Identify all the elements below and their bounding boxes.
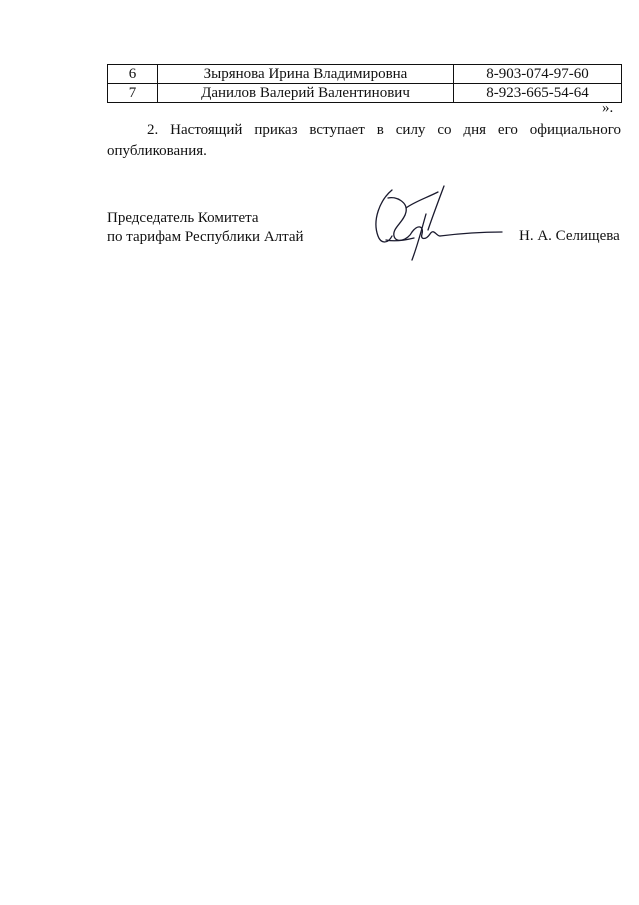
row-name: Данилов Валерий Валентинович [158, 84, 454, 103]
order-paragraph [107, 120, 621, 162]
table-row [108, 65, 622, 84]
row-phone: 8-903-074-97-60 [454, 65, 622, 84]
paragraph-line-2: опубликования. [107, 143, 207, 159]
signatory-title [107, 209, 304, 247]
table-row [108, 84, 622, 103]
signatory-name: Н. А. Селищева [519, 228, 620, 244]
row-name: Зырянова Ирина Владимировна [158, 65, 454, 84]
row-number: 6 [108, 65, 158, 84]
signatory-title-line-2: по тарифам Республики Алтай [107, 229, 304, 245]
handwritten-signature [366, 178, 506, 268]
signatory-title-line-1: Председатель Комитета [107, 210, 259, 226]
contact-table [107, 64, 622, 103]
paragraph-line-1: 2. Настоящий приказ вступает в силу со дня его официального [147, 122, 621, 138]
closing-quote: ». [602, 100, 614, 116]
row-phone: 8-923-665-54-64 [454, 84, 622, 103]
row-number: 7 [108, 84, 158, 103]
